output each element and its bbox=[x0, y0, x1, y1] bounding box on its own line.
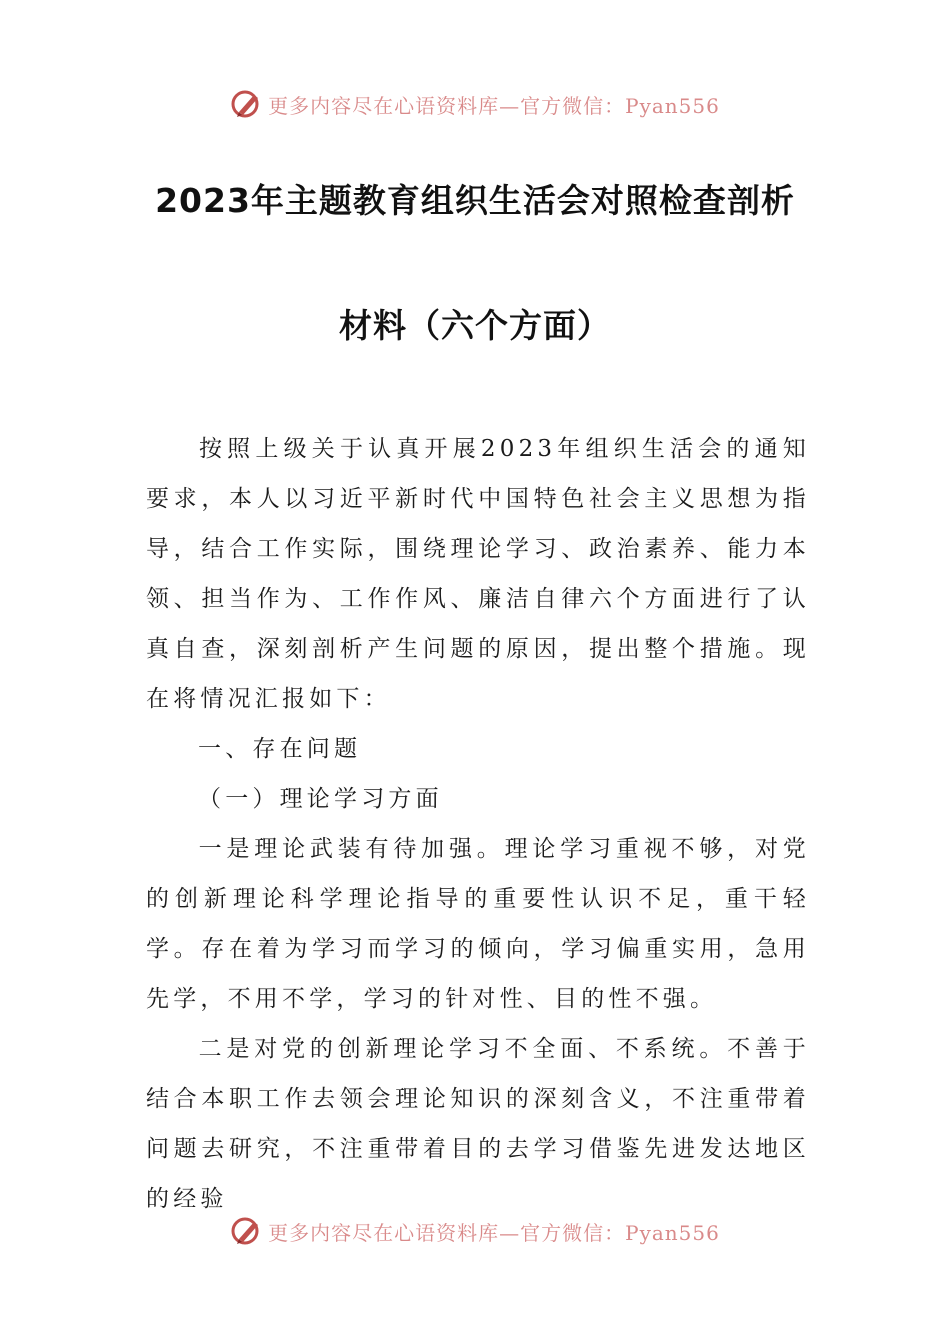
section-heading: 一、存在问题 bbox=[198, 736, 362, 762]
watermark-text: 更多内容尽在心语资料库—官方微信：Pyan556 bbox=[268, 93, 720, 118]
point-two-paragraph bbox=[146, 1024, 810, 1224]
document-title-line2: 材料（六个方面） bbox=[339, 306, 611, 345]
watermark-header bbox=[0, 84, 950, 124]
point-one-paragraph bbox=[146, 824, 810, 1024]
pen-logo-icon bbox=[230, 1214, 264, 1248]
watermark-text: 更多内容尽在心语资料库—官方微信：Pyan556 bbox=[268, 1220, 720, 1245]
point-two-text: 二是对党的创新理论学习不全面、不系统。不善于结合本职工作去领会理论知识的深刻含义，不注重带着问题去研究，不注重带着目的去学习借鉴先进发达地区的经验 bbox=[146, 1036, 810, 1212]
watermark-footer bbox=[0, 1211, 950, 1251]
point-one-text: 一是理论武装有待加强。理论学习重视不够，对党的创新理论科学理论指导的重要性认识不足，重干轻学。存在着为学习而学习的倾向，学习偏重实用，急用先学，不用不学，学习的针对性、目的性不强。 bbox=[146, 836, 810, 1012]
pen-logo-icon bbox=[230, 87, 264, 121]
intro-paragraph bbox=[146, 424, 810, 724]
intro-text: 按照上级关于认真开展2023年组织生活会的通知要求，本人以习近平新时代中国特色社会主义思想为指导，结合工作实际，围绕理论学习、政治素养、能力本领、担当作为、工作作风、廉洁自律六个方面进行了认真自查，深刻剖析产生问题的原因，提出整个措施。现在将情况汇报如下： bbox=[146, 436, 810, 712]
subsection-heading: （一）理论学习方面 bbox=[198, 786, 443, 812]
document-title-line1: 2023年主题教育组织生活会对照检查剖析 bbox=[155, 181, 795, 220]
